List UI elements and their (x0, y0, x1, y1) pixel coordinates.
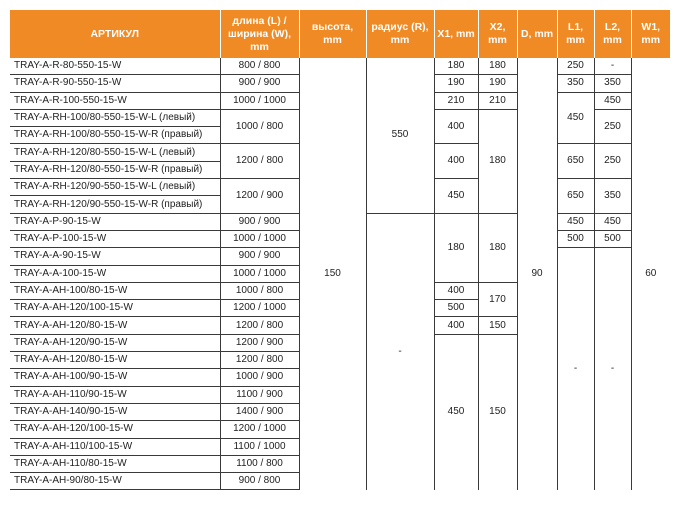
header-row (10, 10, 670, 58)
l1-cell: - (557, 248, 594, 490)
x1-cell: 180 (434, 213, 478, 282)
article-cell: TRAY-A-RH-120/80-550-15-W-L (левый) (10, 144, 220, 161)
x1-cell: 400 (434, 109, 478, 144)
x2-cell: 170 (478, 282, 517, 317)
length-width-cell: 1100 / 900 (220, 386, 299, 403)
article-cell: TRAY-A-AH-110/90-15-W (10, 386, 220, 403)
x2-cell: 180 (478, 213, 517, 282)
l1-cell: 250 (557, 58, 594, 75)
length-width-cell: 1200 / 800 (220, 317, 299, 334)
x1-cell: 180 (434, 58, 478, 75)
article-cell: TRAY-A-AH-120/80-15-W (10, 352, 220, 369)
header-l2: L2, mm (594, 10, 631, 58)
length-width-cell: 1200 / 900 (220, 334, 299, 351)
l2-cell: 350 (594, 75, 631, 92)
x2-cell: 150 (478, 334, 517, 490)
x1-cell: 400 (434, 317, 478, 334)
length-width-cell: 800 / 800 (220, 58, 299, 75)
l1-cell: 450 (557, 213, 594, 230)
w1-cell: 60 (631, 58, 670, 490)
length-width-cell: 1100 / 800 (220, 455, 299, 472)
radius-cell: - (366, 213, 434, 490)
article-cell: TRAY-A-R-100-550-15-W (10, 92, 220, 109)
article-cell: TRAY-A-RH-120/90-550-15-W-R (правый) (10, 196, 220, 213)
x2-cell: 180 (478, 58, 517, 75)
article-cell: TRAY-A-AH-120/100-15-W (10, 421, 220, 438)
article-cell: TRAY-A-AH-120/100-15-W (10, 300, 220, 317)
header-x2: X2, mm (478, 10, 517, 58)
height-cell: 150 (299, 58, 366, 490)
length-width-cell: 1200 / 1000 (220, 421, 299, 438)
x2-cell: 190 (478, 75, 517, 92)
length-width-cell: 1000 / 800 (220, 282, 299, 299)
length-width-cell: 1200 / 800 (220, 144, 299, 179)
l2-cell: - (594, 248, 631, 490)
header-d: D, mm (517, 10, 557, 58)
article-cell: TRAY-A-AH-100/80-15-W (10, 282, 220, 299)
length-width-cell: 1200 / 1000 (220, 300, 299, 317)
article-cell: TRAY-A-P-100-15-W (10, 230, 220, 247)
article-cell: TRAY-A-A-100-15-W (10, 265, 220, 282)
l2-cell: 250 (594, 144, 631, 179)
article-cell: TRAY-A-AH-140/90-15-W (10, 403, 220, 420)
article-cell: TRAY-A-AH-120/90-15-W (10, 334, 220, 351)
x1-cell: 190 (434, 75, 478, 92)
article-cell: TRAY-A-AH-90/80-15-W (10, 473, 220, 490)
length-width-cell: 1100 / 1000 (220, 438, 299, 455)
l1-cell: 650 (557, 179, 594, 214)
l2-cell: - (594, 58, 631, 75)
length-width-cell: 1000 / 1000 (220, 265, 299, 282)
article-cell: TRAY-A-RH-100/80-550-15-W-L (левый) (10, 109, 220, 126)
length-width-cell: 900 / 800 (220, 473, 299, 490)
article-cell: TRAY-A-P-90-15-W (10, 213, 220, 230)
x2-cell: 180 (478, 109, 517, 213)
l1-cell: 350 (557, 75, 594, 92)
header-w1: W1, mm (631, 10, 670, 58)
header-l1: L1, mm (557, 10, 594, 58)
l2-cell: 350 (594, 179, 631, 214)
x1-cell: 400 (434, 282, 478, 299)
l2-cell: 450 (594, 92, 631, 109)
length-width-cell: 1000 / 800 (220, 109, 299, 144)
table-row (10, 58, 670, 75)
article-cell: TRAY-A-RH-120/80-550-15-W-R (правый) (10, 161, 220, 178)
article-cell: TRAY-A-AH-110/80-15-W (10, 455, 220, 472)
length-width-cell: 1400 / 900 (220, 403, 299, 420)
article-cell: TRAY-A-RH-100/80-550-15-W-R (правый) (10, 127, 220, 144)
x1-cell: 450 (434, 179, 478, 214)
length-width-cell: 900 / 900 (220, 213, 299, 230)
l2-cell: 250 (594, 109, 631, 144)
x1-cell: 450 (434, 334, 478, 490)
l1-cell: 650 (557, 144, 594, 179)
x2-cell: 210 (478, 92, 517, 109)
header-height: высота, mm (299, 10, 366, 58)
x1-cell: 500 (434, 300, 478, 317)
length-width-cell: 1200 / 800 (220, 352, 299, 369)
article-cell: TRAY-A-R-90-550-15-W (10, 75, 220, 92)
header-article: АРТИКУЛ (10, 10, 220, 58)
length-width-cell: 1000 / 1000 (220, 92, 299, 109)
article-cell: TRAY-A-AH-120/80-15-W (10, 317, 220, 334)
radius-cell: 550 (366, 58, 434, 213)
length-width-cell: 900 / 900 (220, 248, 299, 265)
header-radius: радиус (R), mm (366, 10, 434, 58)
x1-cell: 210 (434, 92, 478, 109)
x1-cell: 400 (434, 144, 478, 179)
l2-cell: 500 (594, 230, 631, 247)
header-x1: X1, mm (434, 10, 478, 58)
d-cell: 90 (517, 58, 557, 490)
x2-cell: 150 (478, 317, 517, 334)
article-cell: TRAY-A-AH-100/90-15-W (10, 369, 220, 386)
l1-cell: 450 (557, 92, 594, 144)
length-width-cell: 1000 / 900 (220, 369, 299, 386)
article-cell: TRAY-A-RH-120/90-550-15-W-L (левый) (10, 179, 220, 196)
article-cell: TRAY-A-R-80-550-15-W (10, 58, 220, 75)
l2-cell: 450 (594, 213, 631, 230)
length-width-cell: 1000 / 1000 (220, 230, 299, 247)
length-width-cell: 900 / 900 (220, 75, 299, 92)
l1-cell: 500 (557, 230, 594, 247)
spec-table (10, 10, 670, 490)
article-cell: TRAY-A-A-90-15-W (10, 248, 220, 265)
header-length-width: длина (L) / ширина (W), mm (220, 10, 299, 58)
article-cell: TRAY-A-AH-110/100-15-W (10, 438, 220, 455)
length-width-cell: 1200 / 900 (220, 179, 299, 214)
